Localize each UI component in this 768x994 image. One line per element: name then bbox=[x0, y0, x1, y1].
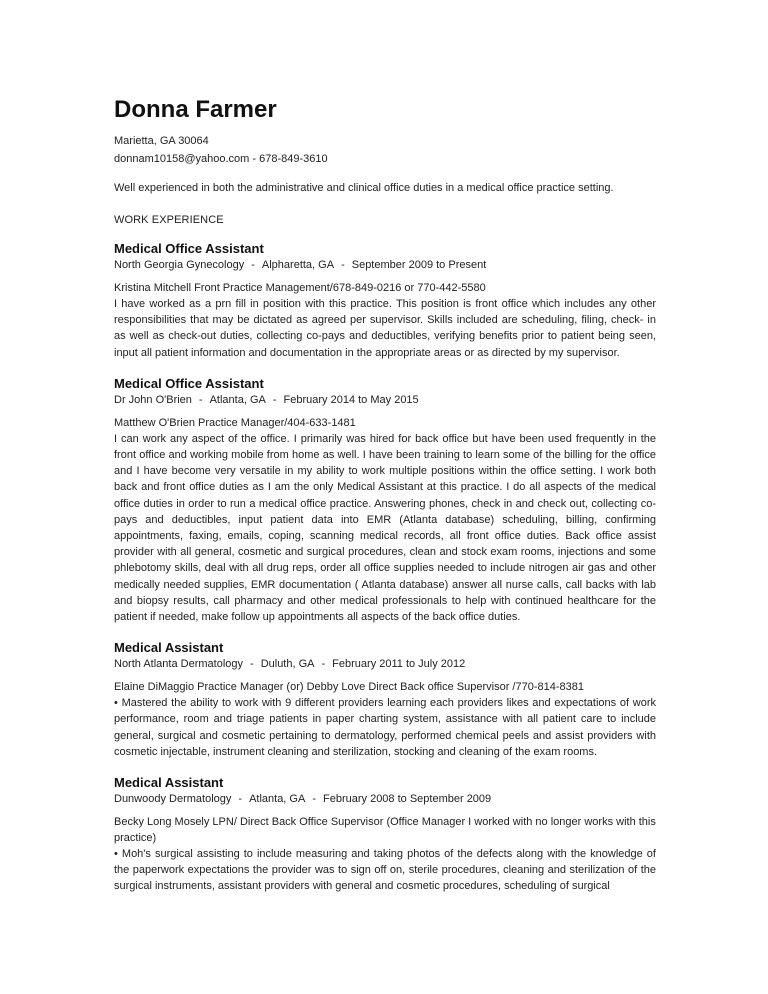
job-title: Medical Office Assistant bbox=[114, 241, 264, 256]
contact-separator: - bbox=[252, 153, 257, 165]
location: Alpharetta, GA bbox=[261, 259, 335, 271]
meta-separator: - bbox=[341, 259, 345, 271]
job-meta bbox=[114, 392, 656, 408]
contact-line bbox=[114, 150, 656, 168]
job-description: • Mastered the ability to work with 9 different providers learning each providers likes and expectations of work performance, room and triage patients in paper charting system, assistance with all patient care to include general, surgical and cosmetic pertaining to dermatology, performed chemical peels and assist providers with cosmetic injectable, instrument cleaning and sterilization, stocking and cleaning of the exam rooms. bbox=[114, 697, 656, 758]
job-description: I have worked as a prn fill in position with this practice. This position is front office which includes any other responsibilities that may be dictated as agreed per supervisor. Skills included are scheduling, filing, check- in as well as check-out duties, collecting co-pays and deductibles, verifying benefits prior to patient being seen, input all patient information and documentation in the appropriate areas or as directed by my supervisor. bbox=[114, 298, 656, 359]
job-entry bbox=[114, 774, 656, 895]
meta-separator: - bbox=[312, 793, 316, 806]
email: donnam10158@yahoo.com bbox=[114, 153, 250, 165]
dates: February 2014 to May 2015 bbox=[283, 393, 419, 406]
job-description: I can work any aspect of the office. I primarily was hired for back office but have been used frequently in the front office and working mobile from home as well. I have been training to learn some of the billing for the office and I have become very versatile in my ability to work multiple positions within the office setting. I work both back and front office duties as I am the only Medical Assistant at this practice. I do all aspects of the medical office duties in order to run a medical office practice. Answering phones, check in and check out, collecting co-pays and deductibles, input patient data into EMR (Atlanta database) scheduling, billing, confirming appointments, faxing, emails, coping, scanning medical records, all front office duties. Back office assist provider with all general, cosmetic and surgical procedures, clean and stock exam rooms, injections and some phlebotomy skills, deal with all drug reps, order all office supplies needed to include nitrogen air gas and other medically needed supplies, EMR documentation ( Atlanta database) answer all nurse calls, call backs with lab and biopsy results, call pharmacy and other medical professionals to help with continued healthcare for the patient if needed, make follow up appointments all aspects of the back office duties. bbox=[114, 432, 656, 624]
job-title: Medical Office Assistant bbox=[114, 375, 264, 391]
job-entry bbox=[114, 639, 656, 760]
summary: Well experienced in both the administrative and clinical office duties in a medical office practice setting. bbox=[114, 182, 614, 194]
company: Dr John O'Brien bbox=[114, 393, 192, 406]
section-title: WORK EXPERIENCE bbox=[114, 214, 224, 226]
job-title: Medical Assistant bbox=[114, 640, 224, 656]
job-entry bbox=[114, 240, 656, 361]
company: Dunwoody Dermatology bbox=[114, 793, 232, 806]
meta-separator: - bbox=[250, 658, 254, 671]
meta-separator: - bbox=[272, 393, 277, 406]
dates: September 2009 to Present bbox=[351, 259, 487, 271]
supervisor-contact: Matthew O'Brien Practice Manager/404-633-1481 bbox=[114, 416, 356, 429]
job-entry bbox=[114, 375, 656, 625]
supervisor-contact: Becky Long Mosely LPN/ Direct Back Office Supervisor (Office Manager I worked with no longer works with this practice) bbox=[114, 816, 656, 845]
address: Marietta, GA 30064 bbox=[114, 135, 209, 147]
location: Atlanta, GA bbox=[209, 393, 266, 406]
company: North Georgia Gynecology bbox=[114, 259, 245, 271]
job-description: • Moh's surgical assisting to include measuring and taking photos of the defects along with the knowledge of the paperwork expectations the provider was to sign off on, sterile procedures, cleaning and sterilization of the surgical instruments, assistant providers with general and cosmetic procedures, scheduling of surgical bbox=[114, 848, 656, 893]
job-meta bbox=[114, 656, 656, 672]
resume-content bbox=[114, 96, 656, 895]
job-meta bbox=[114, 791, 656, 807]
meta-separator: - bbox=[251, 259, 255, 271]
dates: February 2011 to July 2012 bbox=[332, 658, 466, 671]
job-meta bbox=[114, 257, 656, 273]
meta-separator: - bbox=[198, 393, 203, 406]
location: Atlanta, GA bbox=[249, 793, 306, 806]
phone: 678-849-3610 bbox=[259, 153, 328, 165]
candidate-name: Donna Farmer bbox=[114, 96, 277, 123]
dates: February 2008 to September 2009 bbox=[323, 793, 492, 806]
job-title: Medical Assistant bbox=[114, 775, 224, 791]
meta-separator: - bbox=[238, 793, 243, 806]
location: Duluth, GA bbox=[260, 658, 315, 671]
meta-separator: - bbox=[321, 658, 326, 671]
company: North Atlanta Dermatology bbox=[114, 658, 244, 671]
supervisor-contact: Elaine DiMaggio Practice Manager (or) Debby Love Direct Back office Supervisor /770-814-8381 bbox=[114, 681, 584, 694]
supervisor-contact: Kristina Mitchell Front Practice Management/678-849-0216 or 770-442-5580 bbox=[114, 282, 486, 294]
